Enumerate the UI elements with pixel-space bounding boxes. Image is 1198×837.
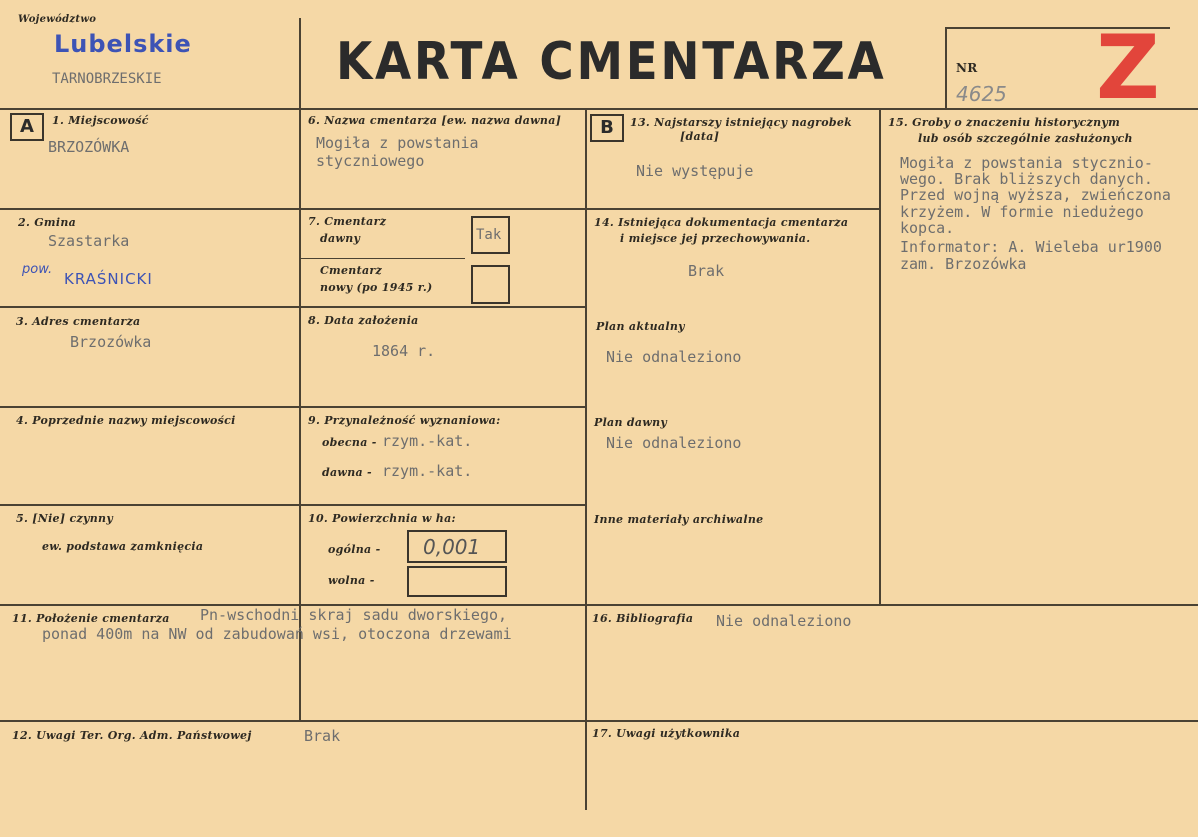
new-cemetery-checkbox	[471, 265, 510, 304]
plan-old-value: Nie odnaleziono	[606, 434, 742, 452]
field-16-label: 16. Bibliografia	[592, 612, 694, 625]
plan-current-value: Nie odnaleziono	[606, 348, 742, 366]
field-15-label-line1: 15. Groby o znaczeniu historycznym	[888, 116, 1121, 129]
field-15-line: zam. Brzozówka	[900, 255, 1027, 273]
divider	[879, 110, 881, 605]
area-free-label: wolna -	[328, 574, 375, 587]
area-total-box	[407, 530, 507, 563]
field-12-value: Brak	[304, 727, 341, 745]
field-15-line: kopca.	[900, 219, 955, 237]
field-11-label: 11. Położenie cmentarza	[12, 612, 170, 625]
field-2-value: Szastarka	[48, 232, 130, 250]
divider	[0, 108, 1198, 110]
field-11-value-line2: ponad 400m na NW od zabudowań wsi, otoczona drzewami	[42, 625, 512, 643]
archives-label: Inne materiały archiwalne	[594, 513, 764, 526]
field-13-label-line2: [data]	[680, 130, 720, 143]
field-8-label: 8. Data założenia	[308, 314, 419, 327]
section-b-badge: B	[590, 114, 624, 142]
section-a-badge: A	[10, 113, 44, 141]
divider	[300, 258, 465, 259]
divider	[0, 208, 585, 210]
field-15-line: Przed wojną wyższa, zwieńczona	[900, 186, 1171, 204]
field-2-label: 2. Gmina	[18, 216, 77, 229]
voivodeship-stamp: Lubelskie	[54, 30, 192, 58]
field-16-value: Nie odnaleziono	[716, 612, 852, 630]
field-13-value: Nie występuje	[636, 162, 754, 180]
plan-old-label: Plan dawny	[594, 416, 668, 429]
category-letter: Z	[1096, 16, 1160, 119]
field-14-label-line1: 14. Istniejąca dokumentacja cmentarza	[594, 216, 849, 229]
field-15-line: wego. Brak bliższych danych.	[900, 170, 1153, 188]
area-total-label: ogólna -	[328, 543, 381, 556]
plan-current-label: Plan aktualny	[596, 320, 685, 333]
divider	[0, 504, 585, 506]
field-6-label: 6. Nazwa cmentarza [ew. nazwa dawna]	[308, 114, 562, 127]
field-6-value-line2: styczniowego	[316, 152, 425, 170]
field-14-value: Brak	[688, 262, 725, 280]
area-free-box	[407, 566, 507, 597]
county-prefix: pow.	[22, 262, 53, 277]
card-title: KARTA CMENTARZA	[336, 32, 887, 92]
field-4-label: 4. Poprzednie nazwy miejscowości	[16, 414, 236, 427]
denomination-former-label: dawna -	[322, 466, 372, 479]
divider	[945, 27, 947, 110]
field-14-label-line2: i miejsce jej przechowywania.	[620, 232, 811, 245]
field-7-old-sublabel: dawny	[320, 232, 361, 245]
divider	[0, 720, 1198, 722]
area-total-value: 0,001	[423, 535, 481, 559]
field-9-label: 9. Przynależność wyznaniowa:	[308, 414, 501, 427]
new-cemetery-label: Cmentarz	[320, 264, 383, 277]
field-10-label: 10. Powierzchnia w ha:	[308, 512, 456, 525]
field-15-line: Informator: A. Wieleba ur1900	[900, 238, 1162, 256]
divider	[585, 208, 879, 210]
old-cemetery-checkbox	[471, 216, 510, 254]
denomination-current-value: rzym.-kat.	[382, 432, 473, 450]
field-13-label-line1: 13. Najstarszy istniejący nagrobek	[630, 116, 853, 129]
field-8-value: 1864 r.	[372, 342, 436, 360]
voivodeship-old: TARNOBRZESKIE	[52, 71, 162, 87]
voivodeship-label: Województwo	[18, 14, 97, 25]
field-6-value-line1: Mogiła z powstania	[316, 134, 479, 152]
number-label: NR	[956, 61, 978, 75]
field-7-label: 7. Cmentarz	[308, 215, 387, 228]
county-value: KRAŚNICKI	[64, 270, 153, 288]
field-12-label: 12. Uwagi Ter. Org. Adm. Państwowej	[12, 729, 252, 742]
field-3-label: 3. Adres cmentarza	[16, 315, 141, 328]
old-cemetery-value: Tak	[476, 227, 502, 243]
field-15-line: Mogiła z powstania stycznio-	[900, 154, 1153, 172]
field-11-value-line1: Pn-wschodni skraj sadu dworskiego,	[200, 606, 508, 624]
field-17-label: 17. Uwagi użytkownika	[592, 727, 741, 740]
field-1-value: BRZOZÓWKA	[48, 138, 130, 156]
field-5-label: 5. [Nie] czynny	[16, 512, 114, 525]
new-cemetery-sublabel: nowy (po 1945 r.)	[320, 281, 433, 294]
field-3-value: Brzozówka	[70, 333, 152, 351]
denomination-former-value: rzym.-kat.	[382, 462, 473, 480]
denomination-current-label: obecna -	[322, 436, 377, 449]
card-number: 4625	[956, 82, 1007, 106]
field-15-line: krzyżem. W formie niedużego	[900, 203, 1144, 221]
divider	[585, 110, 587, 810]
field-5-sublabel: ew. podstawa zamknięcia	[42, 540, 204, 553]
divider	[0, 406, 585, 408]
divider	[0, 306, 585, 308]
field-15-label-line2: lub osób szczególnie zasłużonych	[918, 132, 1133, 145]
divider	[0, 604, 1198, 606]
field-1-label: 1. Miejscowość	[52, 114, 149, 127]
